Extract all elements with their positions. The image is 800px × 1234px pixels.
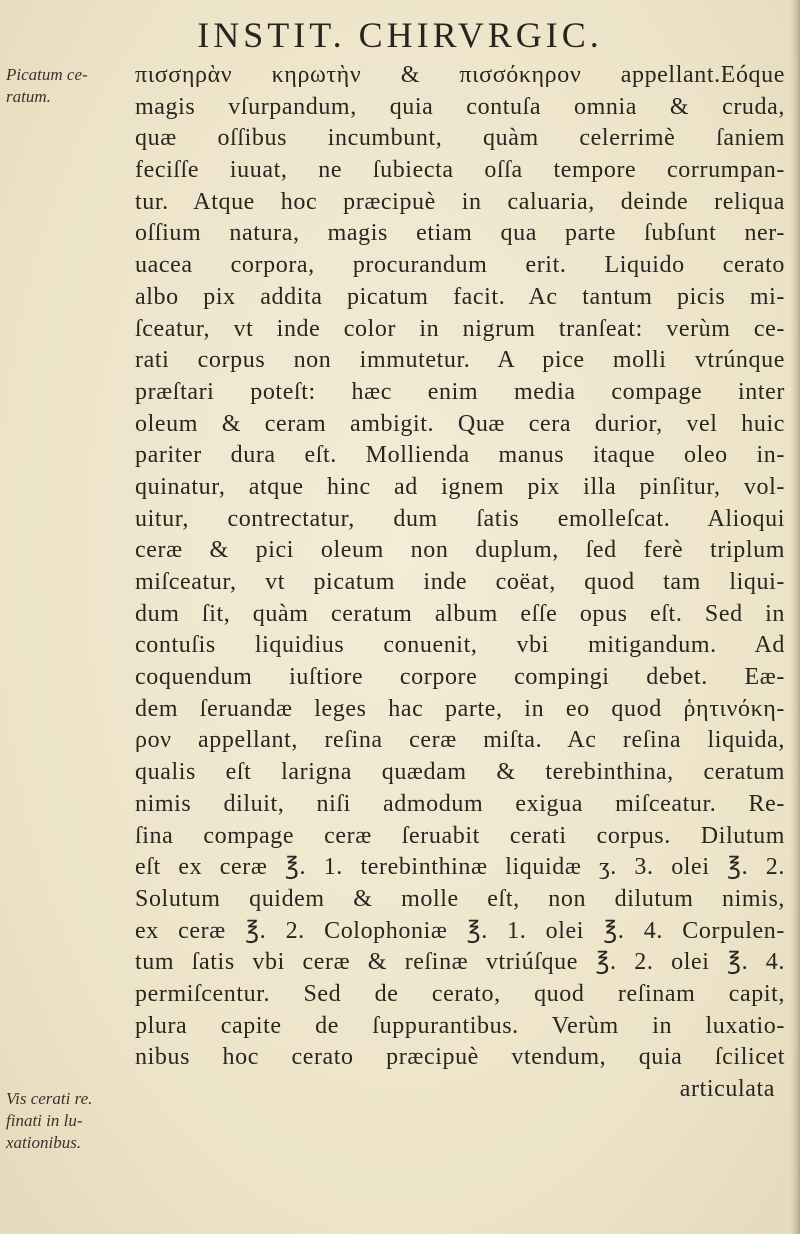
text-line: coquendum iuſtiore corpore compingi debet. Eæ- [135,664,785,691]
margin-note-line: Picatum ce- [6,65,88,84]
text-line: contuſis liquidius conuenit, vbi mitigandum. Ad [135,632,785,659]
margin-note-picatum [6,64,88,108]
text-line: magis vſurpandum, quia contuſa omnia & cruda, [135,93,785,120]
text-line: tum ſatis vbi ceræ & reſinæ vtriúſque ℥. 2. olei ℥. 4. [135,949,785,976]
text-line: oſſium natura, magis etiam qua parte ſubſunt ner- [135,220,785,247]
margin-note-line: xationibus. [6,1133,82,1152]
text-line: præſtari poteſt: hæc enim media compage inter [135,378,785,405]
text-line: quinatur, atque hinc ad ignem pix illa pinſitur, vol- [135,473,785,500]
catchword: articulata [679,1076,775,1102]
text-line: ceræ & pici oleum non duplum, ſed ferè triplum [135,537,785,564]
text-line: rati corpus non immutetur. A pice molli vtrúnque [135,347,785,374]
text-line: Solutum quidem & molle eſt, non dilutum nimis, [135,885,785,912]
text-line: quæ oſſibus incumbunt, quàm celerrimè ſaniem [135,125,785,152]
body-text [135,60,785,1106]
margin-note-line: finati in lu- [6,1111,83,1130]
text-line: qualis eſt larigna quædam & terebinthina, ceratum [135,759,785,786]
running-title: INSTIT. CHIRVRGIC. [197,15,603,55]
text-line: ρον appellant, reſina ceræ miſta. Ac reſina liquida, [135,727,785,754]
text-line: ſina compage ceræ ſeruabit cerati corpus. Dilutum [135,822,785,849]
text-line: uitur, contrectatur, dum ſatis emolleſcat. Alioqui [135,505,785,532]
margin-note-vis-cerati [6,1088,92,1154]
text-line: feciſſe iuuat, ne ſubiecta oſſa tempore corrumpan- [135,157,785,184]
text-line: miſceatur, vt picatum inde coëat, quod tam liqui- [135,569,785,595]
text-line: nibus hoc cerato præcipuè vtendum, quia ſcilicet [135,1044,785,1071]
page-edge-shadow [790,0,800,1234]
text-line: ſceatur, vt inde color in nigrum tranſeat: verùm ce- [135,315,785,342]
text-line: dem ſeruandæ leges hac parte, in eo quod ῥητινόκη- [135,695,785,722]
text-line: πισσηρὰν κηρωτὴν & πισσόκηρον appellant.Eóque [135,62,785,88]
text-line: ex ceræ ℥. 2. Colophoniæ ℥. 1. olei ℥. 4. Corpulen- [135,917,785,944]
text-line: permiſcentur. Sed de cerato, quod reſinam capit, [135,980,785,1007]
text-line: albo pix addita picatum facit. Ac tantum picis mi- [135,283,785,310]
margin-note-line: ratum. [6,87,51,106]
text-line: eſt ex ceræ ℥. 1. terebinthinæ liquidæ ʒ. 3. olei ℥. 2. [135,854,785,881]
text-line: pariter dura eſt. Mollienda manus itaque oleo in- [135,442,785,469]
margin-note-line: Vis cerati re. [6,1089,93,1108]
text-line: tur. Atque hoc præcipuè in caluaria, deinde reliqua [135,188,785,215]
text-line: plura capite de ſuppurantibus. Verùm in luxatio- [135,1012,785,1039]
text-line: dum ſit, quàm ceratum album eſſe opus eſt. Sed in [135,600,785,627]
text-line: uacea corpora, procurandum erit. Liquido cerato [135,252,785,279]
text-line: oleum & ceram ambigit. Quæ cera durior, vel huic [135,410,785,437]
text-line: nimis diluit, niſi admodum exigua miſceatur. Re- [135,790,785,817]
